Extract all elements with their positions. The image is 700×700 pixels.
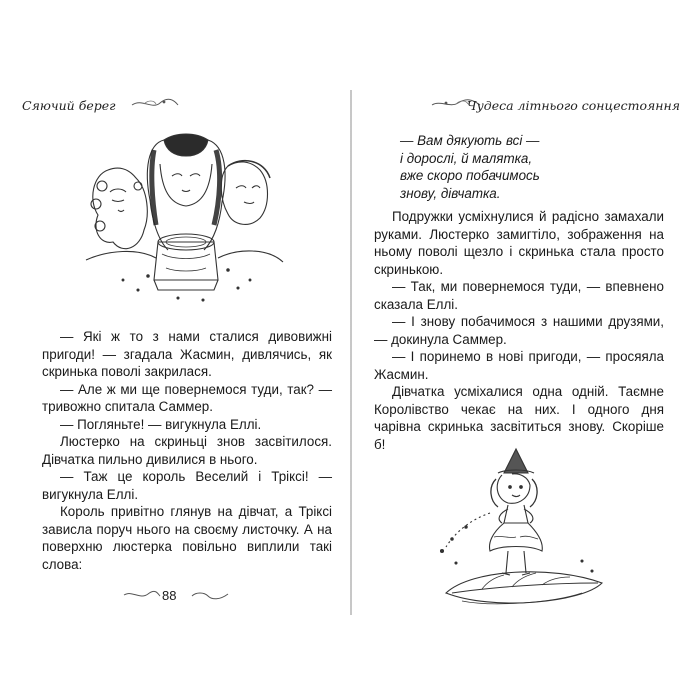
right-running-head: Чудеса літнього сонцестояння [466,98,680,113]
left-body-text [42,328,332,573]
right-page [352,88,692,620]
fairy-on-leaf-illustration [432,443,612,618]
flourish-ornament-icon [130,96,180,112]
poem-line: і дорослі, й малятка, [400,150,533,166]
paragraph: — І поринемо в нові пригоди, — просяяла Жасмин. [374,349,664,382]
paragraph: — Але ж ми ще повернемося туди, так? — тривожно спитала Саммер. [42,381,332,414]
paragraph: — Так, ми повернемося туди, — впевнено сказала Еллі. [374,279,664,312]
paragraph: — Які ж то з нами сталися дивовижні пригоди! — згадала Жасмин, дивлячись, як скринька поволі закрилася. [42,329,332,379]
left-running-head: Сяючий берег [22,98,116,113]
poem-line: знову, дівчатка. [400,185,501,201]
paragraph: Король привітно глянув на дівчат, а Тріксі зависла поруч нього на своєму листочку. А на поверхню люстерка повільно виплили такі слова: [42,504,332,572]
paragraph: Подружки усміхнулися й радісно замахали руками. Люстерко замигтіло, зображення на ньому поволі щезло і скринька стала просто скринькою. [374,209,664,277]
paragraph: Люстерко на скриньці знов засвітилося. Дівчатка пильно дивилися в нього. [42,434,332,467]
paragraph: — Таж це король Веселий і Тріксі! — вигукнула Еллі. [42,469,332,502]
poem-line: — Вам дякують всі — [400,133,540,148]
poem-line: вже скоро побачимось [400,168,540,183]
right-body-text [374,208,664,453]
paragraph: Дівчатка усміхалися одна одній. Таємне Королівство чекає на них. І одного дня чарівна скринька засвітиться знову. Скоріше б! [374,384,664,452]
page-number: 88 [162,588,177,603]
folio-ornament-right-icon [190,588,230,602]
left-page [12,88,350,620]
paragraph: — І знову побачимося з нашими друзями, — докинула Саммер. [374,314,664,347]
mirror-poem [400,132,660,202]
girls-with-box-illustration [78,130,288,305]
paragraph: — Погляньте! — вигукнула Еллі. [60,416,262,432]
folio-ornament-left-icon [122,588,162,602]
